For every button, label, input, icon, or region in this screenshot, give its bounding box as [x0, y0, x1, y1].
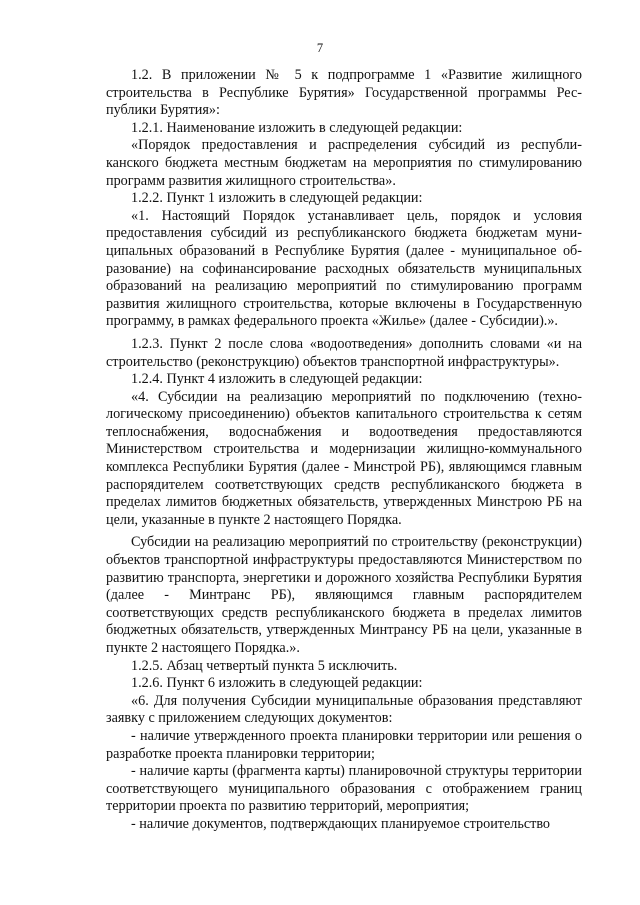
paragraph-1-2-6: 1.2.6. Пункт 6 изложить в следующей редакции: — [131, 675, 423, 692]
list-item-construction-documents: - наличие документов, подтверждающих планируемое строительство — [131, 815, 551, 832]
document-body — [106, 67, 582, 834]
paragraph-point-4-quote: «4. Субсидии на реализацию мероприятий по подключению (технологическому присоединению) объектов капитального строительства к сетям теплоснабжения, водоснабжения и водоотведения предоставляются Министерством строительства и модернизации жилищно-коммунального комплекса Республики Бурятия (далее - Минстрой РБ), являющимся главным распорядителем соответствующих средств республиканского бюджета в пределах лимитов бюджетных обязательств, утвержденных Минстрою РБ на цели, указанные в пункте 2 настоящего Порядка. — [106, 388, 582, 528]
paragraph-1-2-2: 1.2.2. Пункт 1 изложить в следующей редакции: — [131, 190, 423, 207]
paragraph-point-6-quote: «6. Для получения Субсидии муниципальные образования представляют заявку с приложением следующих документов: — [106, 692, 582, 727]
paragraph-transport-subsidies: Субсидии на реализацию мероприятий по строительству (реконструкции) объектов транспортной инфраструктуры предоставляются Министерством по развитию транспорта, энергетики и дорожного хозяйства Республики Бурятия (далее - Минтранс РБ), являющимся главным распорядителем соответствующих средств республиканского бюджета в пределах лимитов бюджетных обязательств, утвержденных Минтрансу РБ на цели, указанные в пункте 2 настоящего Порядка.». — [106, 534, 582, 656]
list-item-planning-map: - наличие карты (фрагмента карты) планировочной структуры территории соответствующего муниципального образования с отображением границ территории проекта по развитию территорий, мероприятия; — [106, 763, 582, 815]
paragraph-title-quote: «Порядок предоставления и распределения субсидий из республиканского бюджета местным бюджетам на мероприятия по стимулированию программ развития жилищного строительства». — [106, 137, 582, 189]
paragraph-1-2-1: 1.2.1. Наименование изложить в следующей редакции: — [131, 119, 463, 136]
paragraph-1-2-5: 1.2.5. Абзац четвертый пункта 5 исключить. — [131, 657, 398, 674]
paragraph-1-2-3: 1.2.3. Пункт 2 после слова «водоотведения» дополнить словами «и на строительство (реконструкцию) объектов транспортной инфраструктуры». — [106, 335, 582, 370]
paragraph-point-1-quote: «1. Настоящий Порядок устанавливает цель, порядок и условия предоставления субсидий из республиканского бюджета бюджетам муниципальных образований в Республике Бурятия (далее - муниципальное образование) на софинансирование расходных обязательств муниципальных образований на реализацию мероприятий по стимулированию программ развития жилищного строительства, которые включены в Государственную программу, в рамках федерального проекта «Жилье» (далее - Субсидии).». — [106, 207, 582, 330]
page-number: 7 — [316, 41, 324, 55]
list-item-planning-project: - наличие утвержденного проекта планировки территории или решения о разработке проекта планировки территории; — [106, 727, 582, 762]
paragraph-1-2-4: 1.2.4. Пункт 4 изложить в следующей редакции: — [131, 371, 423, 388]
paragraph-1-2: 1.2. В приложении № 5 к подпрограмме 1 «Развитие жилищного строительства в Республике Бурятия» Государственной программы Республики Бурятия»: — [106, 67, 582, 119]
